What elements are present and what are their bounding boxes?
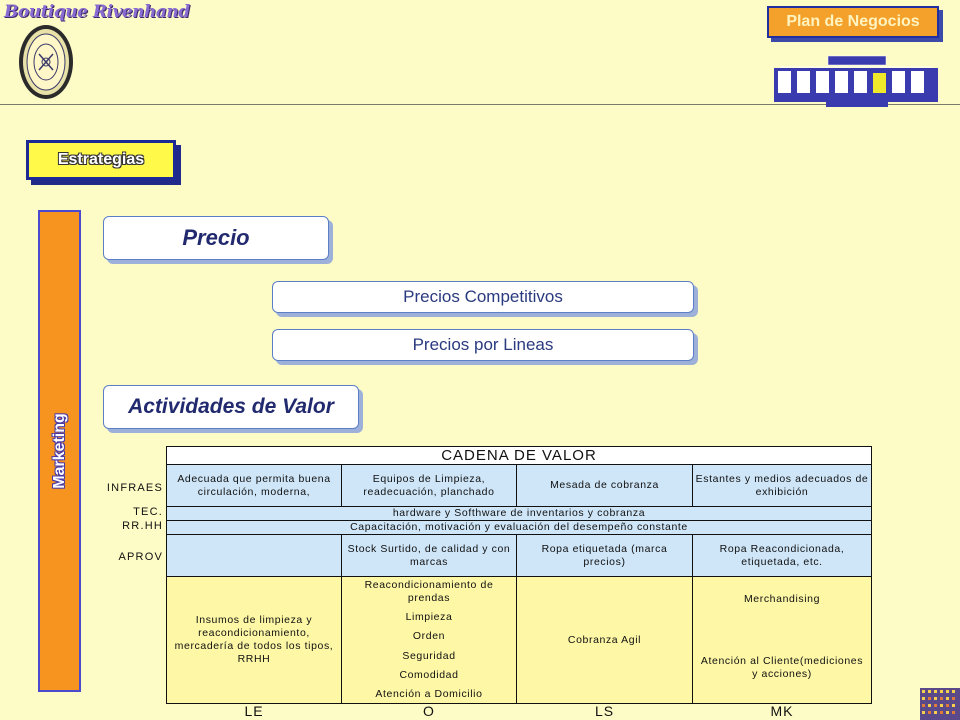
infra-cell-1: Adecuada que permita buena circulación, moderna, [166,464,342,507]
infra-cell-2: Equipos de Limpieza, readecuación, planchado [341,464,517,507]
value-activities-box[interactable]: Actividades de Valor [103,385,359,429]
primary-ls-cell: Cobranza Agil [516,576,693,704]
price-item-competitive[interactable]: Precios Competitivos [272,281,694,313]
aprov-cell-4: Ropa Reacondicionada, etiquetada, etc. [692,534,872,577]
marketing-label-wrap [38,210,81,692]
bottom-label-ls: LS [594,703,615,719]
tec-cell: hardware y Softhware de inventarios y cobranza [166,506,872,521]
aprov-cell-3: Ropa etiquetada (marca precios) [516,534,693,577]
infra-cell-3: Mesada de cobranza [516,464,693,507]
price-heading-box[interactable]: Precio [103,216,329,260]
mk-item-1: Merchandising [743,593,821,605]
o-item-4: Seguridad [402,649,456,662]
logo-text: Boutique Rivenhand [4,2,190,22]
mk-item-2: Atención al Cliente(mediciones y acciones) [700,655,864,680]
value-chain-title: CADENA DE VALOR [166,446,872,465]
bottom-label-o: O [423,703,435,719]
o-item-2: Limpieza [405,611,453,624]
mosaic-icon [920,688,960,720]
row-label-aprov: APROV [118,551,163,563]
rrhh-cell: Capacitación, motivación y evaluación del desempeño constante [166,520,872,535]
row-label-infra: INFRAES [106,482,163,494]
bottom-label-mk: MK [770,703,794,719]
business-plan-map-icon[interactable] [770,55,942,107]
strategies-button[interactable]: Estrategias [26,140,176,180]
o-item-6: Atención a Domicilio [375,687,483,700]
primary-mk-cell [692,576,872,704]
aprov-cell-2: Stock Surtido, de calidad y con marcas [341,534,517,577]
plan-de-negocios-button[interactable]: Plan de Negocios [767,6,939,38]
o-item-5: Comodidad [399,668,459,681]
primary-le-cell: Insumos de limpieza y reacondicionamiento, mercadería de todos los tipos, RRHH [166,576,342,704]
row-label-rrhh: RR.HH [122,520,163,532]
o-item-3: Orden [412,630,446,643]
bottom-label-le: LE [244,703,264,719]
primary-o-cell [341,576,517,704]
infra-cell-4: Estantes y medios adecuados de exhibición [692,464,872,507]
marketing-label: Marketing [50,413,68,489]
price-item-lines[interactable]: Precios por Lineas [272,329,694,361]
o-item-1: Reacondicionamiento de prendas [364,579,494,604]
aprov-cell-1 [166,534,342,577]
university-seal-icon [17,20,75,100]
row-label-tec: TEC. [133,506,163,518]
